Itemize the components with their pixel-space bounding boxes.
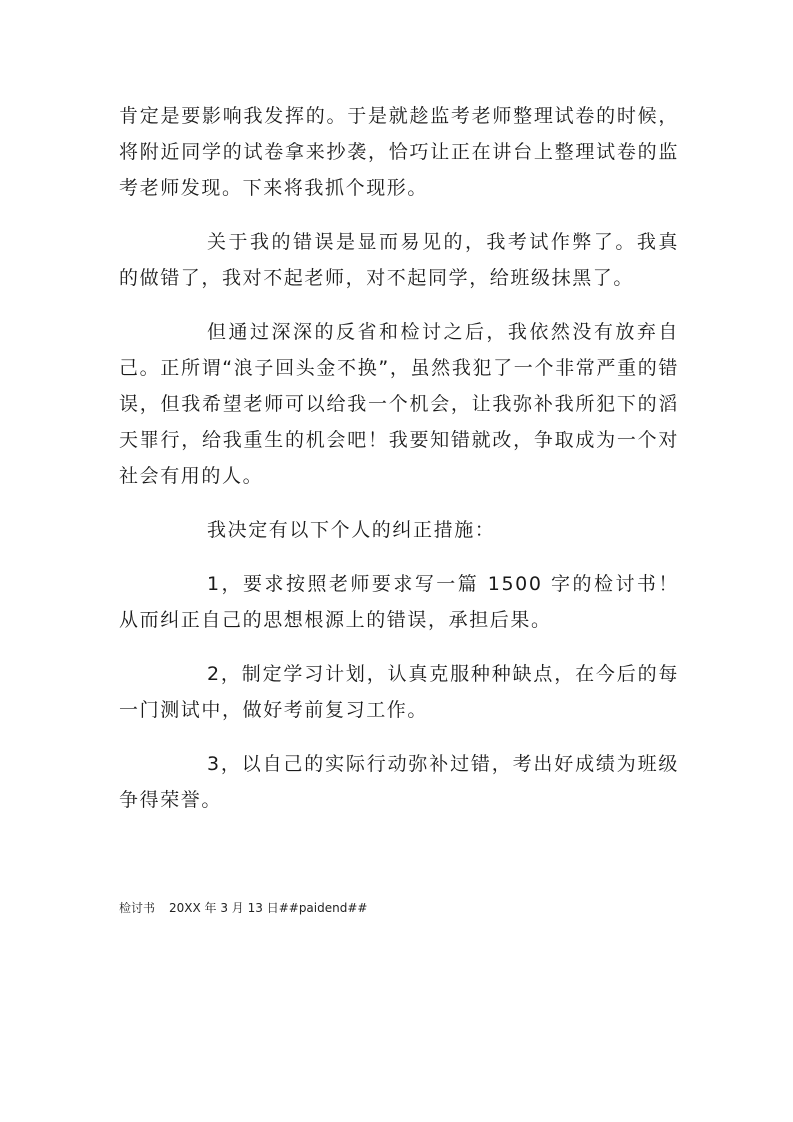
paragraph-2: 关于我的错误是显而易见的，我考试作弊了。我真的做错了，我对不起老师，对不起同学，给班级抹黑了。: [119, 231, 679, 289]
paragraph-5: 1，要求按照老师要求写一篇 1500 字的检讨书！从而纠正自己的思想根源上的错误，承担后果。: [119, 573, 679, 631]
document-body: [119, 98, 679, 836]
footer-label: 检讨书: [119, 901, 156, 915]
paragraph-4: 我决定有以下个人的纠正措施：: [207, 519, 496, 541]
paragraph-1: 肯定是要影响我发挥的。于是就趁监考老师整理试卷的时候，将附近同学的试卷拿来抄袭，恰巧让正在讲台上整理试卷的监考老师发现。下来将我抓个现形。: [119, 105, 679, 199]
paragraph-3: 但通过深深的反省和检讨之后，我依然没有放弃自己。正所谓“浪子回头金不换”，虽然我犯了一个非常严重的错误，但我希望老师可以给我一个机会，让我弥补我所犯下的滔天罪行，给我重生的机会吧！我要知错就改，争取成为一个对社会有用的人。: [119, 321, 679, 487]
paragraph-7: 3，以自己的实际行动弥补过错，考出好成绩为班级争得荣誉。: [119, 753, 679, 811]
paragraph-6: 2，制定学习计划，认真克服种种缺点，在今后的每一门测试中，做好考前复习工作。: [119, 663, 679, 721]
footer-date: 20XX 年 3 月 13 日##paidend##: [169, 901, 368, 915]
document-footer: [119, 900, 367, 916]
